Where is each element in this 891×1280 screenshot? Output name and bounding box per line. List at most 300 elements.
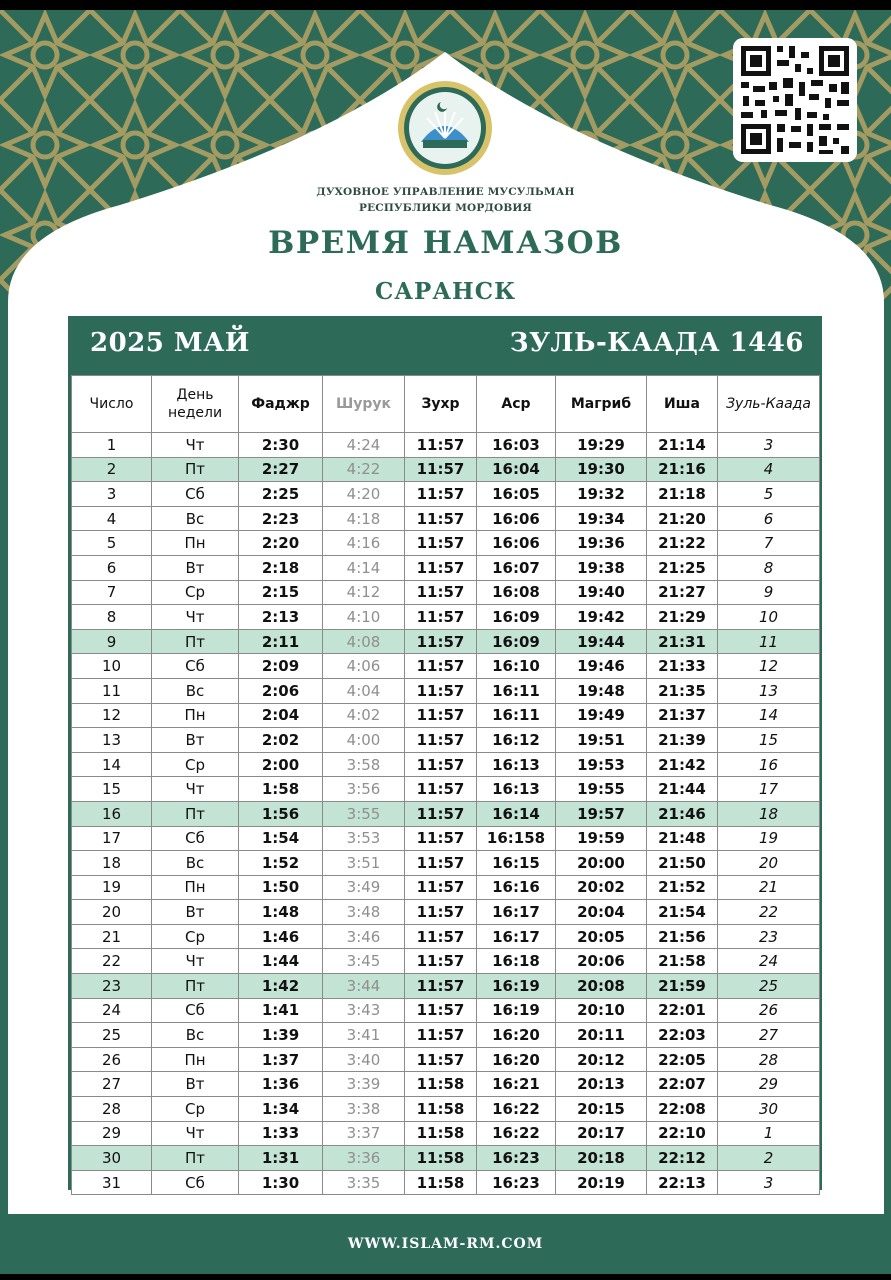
maghrib-time-cell: 19:51 [556,728,647,753]
hijri-day-cell: 9 [718,580,820,605]
maghrib-time-cell: 20:05 [556,924,647,949]
day-number-cell: 14 [72,752,152,777]
table-row [72,703,820,728]
isha-time-cell: 21:33 [647,654,718,679]
fajr-time-cell: 1:34 [239,1097,323,1122]
shuruq-time-cell: 4:12 [323,580,405,605]
dhuhr-time-cell: 11:58 [405,1170,477,1195]
isha-time-cell: 22:03 [647,1023,718,1048]
isha-time-cell: 21:29 [647,605,718,630]
hijri-day-cell: 17 [718,777,820,802]
asr-time-cell: 16:22 [477,1121,556,1146]
day-number-cell: 26 [72,1047,152,1072]
dhuhr-time-cell: 11:57 [405,875,477,900]
fajr-time-cell: 1:30 [239,1170,323,1195]
isha-time-cell: 21:44 [647,777,718,802]
table-row [72,629,820,654]
asr-time-cell: 16:05 [477,482,556,507]
maghrib-time-cell: 19:48 [556,678,647,703]
hijri-day-cell: 18 [718,801,820,826]
gregorian-month: 2025 МАЙ [90,328,250,358]
table-row [72,752,820,777]
maghrib-time-cell: 20:02 [556,875,647,900]
column-header-maghrib: Магриб [556,376,647,433]
table-row [72,851,820,876]
hijri-day-cell: 14 [718,703,820,728]
shuruq-time-cell: 3:36 [323,1146,405,1171]
isha-time-cell: 21:22 [647,531,718,556]
dhuhr-time-cell: 11:58 [405,1121,477,1146]
maghrib-time-cell: 19:46 [556,654,647,679]
table-title-bar [68,316,822,374]
day-number-cell: 23 [72,974,152,999]
dhuhr-time-cell: 11:57 [405,777,477,802]
hijri-day-cell: 5 [718,482,820,507]
maghrib-time-cell: 19:32 [556,482,647,507]
isha-time-cell: 21:50 [647,851,718,876]
hijri-day-cell: 30 [718,1097,820,1122]
shuruq-time-cell: 4:14 [323,555,405,580]
day-number-cell: 27 [72,1072,152,1097]
hijri-day-cell: 23 [718,924,820,949]
fajr-time-cell: 1:42 [239,974,323,999]
weekday-cell: Пн [152,703,239,728]
dhuhr-time-cell: 11:57 [405,433,477,458]
weekday-cell: Ср [152,1097,239,1122]
dhuhr-time-cell: 11:58 [405,1097,477,1122]
weekday-cell: Сб [152,654,239,679]
dhuhr-time-cell: 11:57 [405,580,477,605]
fajr-time-cell: 2:02 [239,728,323,753]
table-row [72,1047,820,1072]
dhuhr-time-cell: 11:58 [405,1072,477,1097]
hijri-day-cell: 20 [718,851,820,876]
isha-time-cell: 21:27 [647,580,718,605]
hijri-day-cell: 16 [718,752,820,777]
weekday-cell: Вт [152,555,239,580]
isha-time-cell: 21:14 [647,433,718,458]
day-number-cell: 11 [72,678,152,703]
table-row [72,801,820,826]
dhuhr-time-cell: 11:57 [405,851,477,876]
dhuhr-time-cell: 11:57 [405,506,477,531]
day-number-cell: 10 [72,654,152,679]
asr-time-cell: 16:19 [477,974,556,999]
fajr-time-cell: 1:52 [239,851,323,876]
weekday-cell: Пт [152,629,239,654]
asr-time-cell: 16:19 [477,998,556,1023]
qr-code-icon[interactable] [733,38,857,162]
dhuhr-time-cell: 11:57 [405,531,477,556]
organization-line-1: ДУХОВНОЕ УПРАВЛЕНИЕ МУСУЛЬМАН [316,186,575,198]
weekday-cell: Вс [152,1023,239,1048]
table-row [72,875,820,900]
weekday-cell: Вс [152,851,239,876]
asr-time-cell: 16:09 [477,629,556,654]
day-number-cell: 4 [72,506,152,531]
shuruq-time-cell: 3:58 [323,752,405,777]
asr-time-cell: 16:06 [477,506,556,531]
dhuhr-time-cell: 11:57 [405,974,477,999]
dhuhr-time-cell: 11:57 [405,998,477,1023]
shuruq-time-cell: 3:41 [323,1023,405,1048]
weekday-cell: Пн [152,1047,239,1072]
maghrib-time-cell: 19:42 [556,605,647,630]
hijri-day-cell: 3 [718,433,820,458]
fajr-time-cell: 2:18 [239,555,323,580]
day-number-cell: 31 [72,1170,152,1195]
isha-time-cell: 21:39 [647,728,718,753]
isha-time-cell: 21:48 [647,826,718,851]
fajr-time-cell: 2:04 [239,703,323,728]
weekday-cell: Сб [152,998,239,1023]
isha-time-cell: 21:56 [647,924,718,949]
table-row [72,924,820,949]
shuruq-time-cell: 4:24 [323,433,405,458]
shuruq-time-cell: 4:16 [323,531,405,556]
day-number-cell: 13 [72,728,152,753]
table-row [72,580,820,605]
dhuhr-time-cell: 11:57 [405,801,477,826]
table-row [72,1146,820,1171]
table-row [72,605,820,630]
shuruq-time-cell: 4:00 [323,728,405,753]
table-row [72,1072,820,1097]
isha-time-cell: 21:16 [647,457,718,482]
shuruq-time-cell: 3:56 [323,777,405,802]
isha-time-cell: 22:08 [647,1097,718,1122]
asr-time-cell: 16:13 [477,752,556,777]
fajr-time-cell: 2:00 [239,752,323,777]
column-header-shuruq: Шурук [323,376,405,433]
fajr-time-cell: 2:30 [239,433,323,458]
maghrib-time-cell: 20:19 [556,1170,647,1195]
weekday-cell: Чт [152,777,239,802]
isha-time-cell: 21:18 [647,482,718,507]
maghrib-time-cell: 20:13 [556,1072,647,1097]
maghrib-time-cell: 19:34 [556,506,647,531]
fajr-time-cell: 1:46 [239,924,323,949]
column-header-hijri-day: Зуль-Каада [718,376,820,433]
isha-time-cell: 22:07 [647,1072,718,1097]
asr-time-cell: 16:22 [477,1097,556,1122]
isha-time-cell: 22:05 [647,1047,718,1072]
maghrib-time-cell: 19:38 [556,555,647,580]
table-header-row [72,376,820,433]
day-number-cell: 17 [72,826,152,851]
dhuhr-time-cell: 11:58 [405,1146,477,1171]
fajr-time-cell: 2:11 [239,629,323,654]
asr-time-cell: 16:18 [477,949,556,974]
table-row [72,974,820,999]
hijri-day-cell: 2 [718,1146,820,1171]
page-title: ВРЕМЯ НАМАЗОВ [268,225,623,261]
table-row [72,433,820,458]
maghrib-time-cell: 19:40 [556,580,647,605]
shuruq-time-cell: 3:38 [323,1097,405,1122]
shuruq-time-cell: 3:53 [323,826,405,851]
hijri-day-cell: 11 [718,629,820,654]
isha-time-cell: 21:25 [647,555,718,580]
day-number-cell: 9 [72,629,152,654]
organization-line-2: РЕСПУБЛИКИ МОРДОВИЯ [359,202,532,214]
dhuhr-time-cell: 11:57 [405,703,477,728]
hijri-day-cell: 7 [718,531,820,556]
hijri-day-cell: 15 [718,728,820,753]
table-row [72,1170,820,1195]
day-number-cell: 21 [72,924,152,949]
weekday-cell: Ср [152,924,239,949]
dhuhr-time-cell: 11:57 [405,678,477,703]
isha-time-cell: 21:58 [647,949,718,974]
day-number-cell: 24 [72,998,152,1023]
isha-time-cell: 21:42 [647,752,718,777]
table-row [72,482,820,507]
column-header-asr: Аср [477,376,556,433]
day-number-cell: 28 [72,1097,152,1122]
hijri-day-cell: 10 [718,605,820,630]
table-row [72,826,820,851]
hijri-day-cell: 3 [718,1170,820,1195]
asr-time-cell: 16:06 [477,531,556,556]
fajr-time-cell: 2:27 [239,457,323,482]
asr-time-cell: 16:20 [477,1023,556,1048]
poster [0,10,891,1274]
hijri-month: ЗУЛЬ-КААДА 1446 [509,328,804,358]
table-row [72,1097,820,1122]
maghrib-time-cell: 19:59 [556,826,647,851]
weekday-cell: Пт [152,1146,239,1171]
asr-time-cell: 16:14 [477,801,556,826]
dhuhr-time-cell: 11:57 [405,826,477,851]
isha-time-cell: 22:13 [647,1170,718,1195]
weekday-cell: Вт [152,1072,239,1097]
asr-time-cell: 16:158 [477,826,556,851]
table-row [72,654,820,679]
table-row [72,900,820,925]
fajr-time-cell: 1:33 [239,1121,323,1146]
dhuhr-time-cell: 11:57 [405,924,477,949]
asr-time-cell: 16:03 [477,433,556,458]
hijri-day-cell: 26 [718,998,820,1023]
table-row [72,506,820,531]
shuruq-time-cell: 3:51 [323,851,405,876]
hijri-day-cell: 8 [718,555,820,580]
day-number-cell: 29 [72,1121,152,1146]
dhuhr-time-cell: 11:57 [405,728,477,753]
weekday-cell: Чт [152,1121,239,1146]
shuruq-time-cell: 3:49 [323,875,405,900]
weekday-cell: Ср [152,580,239,605]
maghrib-time-cell: 19:53 [556,752,647,777]
dhuhr-time-cell: 11:57 [405,482,477,507]
shuruq-time-cell: 3:37 [323,1121,405,1146]
asr-time-cell: 16:07 [477,555,556,580]
shuruq-time-cell: 3:43 [323,998,405,1023]
maghrib-time-cell: 20:15 [556,1097,647,1122]
weekday-cell: Сб [152,482,239,507]
shuruq-time-cell: 4:22 [323,457,405,482]
maghrib-time-cell: 20:12 [556,1047,647,1072]
shuruq-time-cell: 4:02 [323,703,405,728]
fajr-time-cell: 2:23 [239,506,323,531]
day-number-cell: 20 [72,900,152,925]
hijri-day-cell: 29 [718,1072,820,1097]
table-row [72,1023,820,1048]
fajr-time-cell: 1:50 [239,875,323,900]
day-number-cell: 5 [72,531,152,556]
day-number-cell: 30 [72,1146,152,1171]
fajr-time-cell: 2:06 [239,678,323,703]
asr-time-cell: 16:09 [477,605,556,630]
asr-time-cell: 16:15 [477,851,556,876]
day-number-cell: 16 [72,801,152,826]
day-number-cell: 19 [72,875,152,900]
fajr-time-cell: 1:36 [239,1072,323,1097]
maghrib-time-cell: 20:18 [556,1146,647,1171]
dhuhr-time-cell: 11:57 [405,949,477,974]
maghrib-time-cell: 20:10 [556,998,647,1023]
hijri-day-cell: 22 [718,900,820,925]
shuruq-time-cell: 3:35 [323,1170,405,1195]
fajr-time-cell: 1:44 [239,949,323,974]
asr-time-cell: 16:13 [477,777,556,802]
weekday-cell: Сб [152,1170,239,1195]
asr-time-cell: 16:21 [477,1072,556,1097]
weekday-cell: Вс [152,506,239,531]
fajr-time-cell: 1:58 [239,777,323,802]
fajr-time-cell: 1:48 [239,900,323,925]
table-body [72,433,820,1195]
table-row [72,777,820,802]
asr-time-cell: 16:11 [477,703,556,728]
dhuhr-time-cell: 11:57 [405,629,477,654]
weekday-cell: Пн [152,875,239,900]
asr-time-cell: 16:04 [477,457,556,482]
fajr-time-cell: 1:31 [239,1146,323,1171]
fajr-time-cell: 1:39 [239,1023,323,1048]
fajr-time-cell: 1:37 [239,1047,323,1072]
shuruq-time-cell: 3:55 [323,801,405,826]
weekday-cell: Вс [152,678,239,703]
hijri-day-cell: 1 [718,1121,820,1146]
day-number-cell: 12 [72,703,152,728]
maghrib-time-cell: 19:30 [556,457,647,482]
weekday-cell: Чт [152,949,239,974]
weekday-cell: Пт [152,457,239,482]
asr-time-cell: 16:11 [477,678,556,703]
hijri-day-cell: 28 [718,1047,820,1072]
table-row [72,998,820,1023]
hijri-day-cell: 19 [718,826,820,851]
weekday-cell: Вт [152,728,239,753]
shuruq-time-cell: 4:06 [323,654,405,679]
maghrib-time-cell: 20:08 [556,974,647,999]
maghrib-time-cell: 20:17 [556,1121,647,1146]
day-number-cell: 7 [72,580,152,605]
isha-time-cell: 22:10 [647,1121,718,1146]
weekday-cell: Пт [152,801,239,826]
shuruq-time-cell: 3:40 [323,1047,405,1072]
dhuhr-time-cell: 11:57 [405,1047,477,1072]
isha-time-cell: 21:52 [647,875,718,900]
day-number-cell: 18 [72,851,152,876]
prayer-times-table [71,375,820,1195]
isha-time-cell: 22:01 [647,998,718,1023]
hijri-day-cell: 6 [718,506,820,531]
fajr-time-cell: 2:09 [239,654,323,679]
table-row [72,678,820,703]
fajr-time-cell: 2:20 [239,531,323,556]
day-number-cell: 6 [72,555,152,580]
table-row [72,949,820,974]
weekday-cell: Пн [152,531,239,556]
shuruq-time-cell: 4:18 [323,506,405,531]
column-header-isha: Иша [647,376,718,433]
hijri-day-cell: 25 [718,974,820,999]
fajr-time-cell: 2:13 [239,605,323,630]
website-link[interactable]: WWW.ISLAM-RM.COM [347,1236,544,1252]
shuruq-time-cell: 4:04 [323,678,405,703]
shuruq-time-cell: 4:20 [323,482,405,507]
weekday-cell: Пт [152,974,239,999]
column-header-dhuhr: Зухр [405,376,477,433]
maghrib-time-cell: 19:55 [556,777,647,802]
hijri-day-cell: 4 [718,457,820,482]
isha-time-cell: 22:12 [647,1146,718,1171]
day-number-cell: 25 [72,1023,152,1048]
shuruq-time-cell: 3:48 [323,900,405,925]
weekday-cell: Ср [152,752,239,777]
shuruq-time-cell: 3:46 [323,924,405,949]
day-number-cell: 2 [72,457,152,482]
isha-time-cell: 21:59 [647,974,718,999]
shuruq-time-cell: 3:45 [323,949,405,974]
day-number-cell: 15 [72,777,152,802]
hijri-day-cell: 27 [718,1023,820,1048]
day-number-cell: 22 [72,949,152,974]
shuruq-time-cell: 3:44 [323,974,405,999]
maghrib-time-cell: 19:49 [556,703,647,728]
asr-time-cell: 16:23 [477,1146,556,1171]
day-number-cell: 1 [72,433,152,458]
day-number-cell: 3 [72,482,152,507]
asr-time-cell: 16:08 [477,580,556,605]
mosque-emblem-icon [397,80,493,176]
weekday-cell: Сб [152,826,239,851]
asr-time-cell: 16:17 [477,924,556,949]
weekday-cell: Вт [152,900,239,925]
maghrib-time-cell: 20:04 [556,900,647,925]
table-row [72,531,820,556]
maghrib-time-cell: 19:36 [556,531,647,556]
hijri-day-cell: 13 [718,678,820,703]
hijri-day-cell: 21 [718,875,820,900]
dhuhr-time-cell: 11:57 [405,457,477,482]
asr-time-cell: 16:23 [477,1170,556,1195]
column-header-weekday: День недели [152,376,239,433]
fajr-time-cell: 2:25 [239,482,323,507]
table-row [72,457,820,482]
isha-time-cell: 21:31 [647,629,718,654]
weekday-cell: Чт [152,433,239,458]
maghrib-time-cell: 20:00 [556,851,647,876]
asr-time-cell: 16:20 [477,1047,556,1072]
fajr-time-cell: 1:54 [239,826,323,851]
maghrib-time-cell: 19:57 [556,801,647,826]
table-row [72,728,820,753]
column-header-fajr: Фаджр [239,376,323,433]
